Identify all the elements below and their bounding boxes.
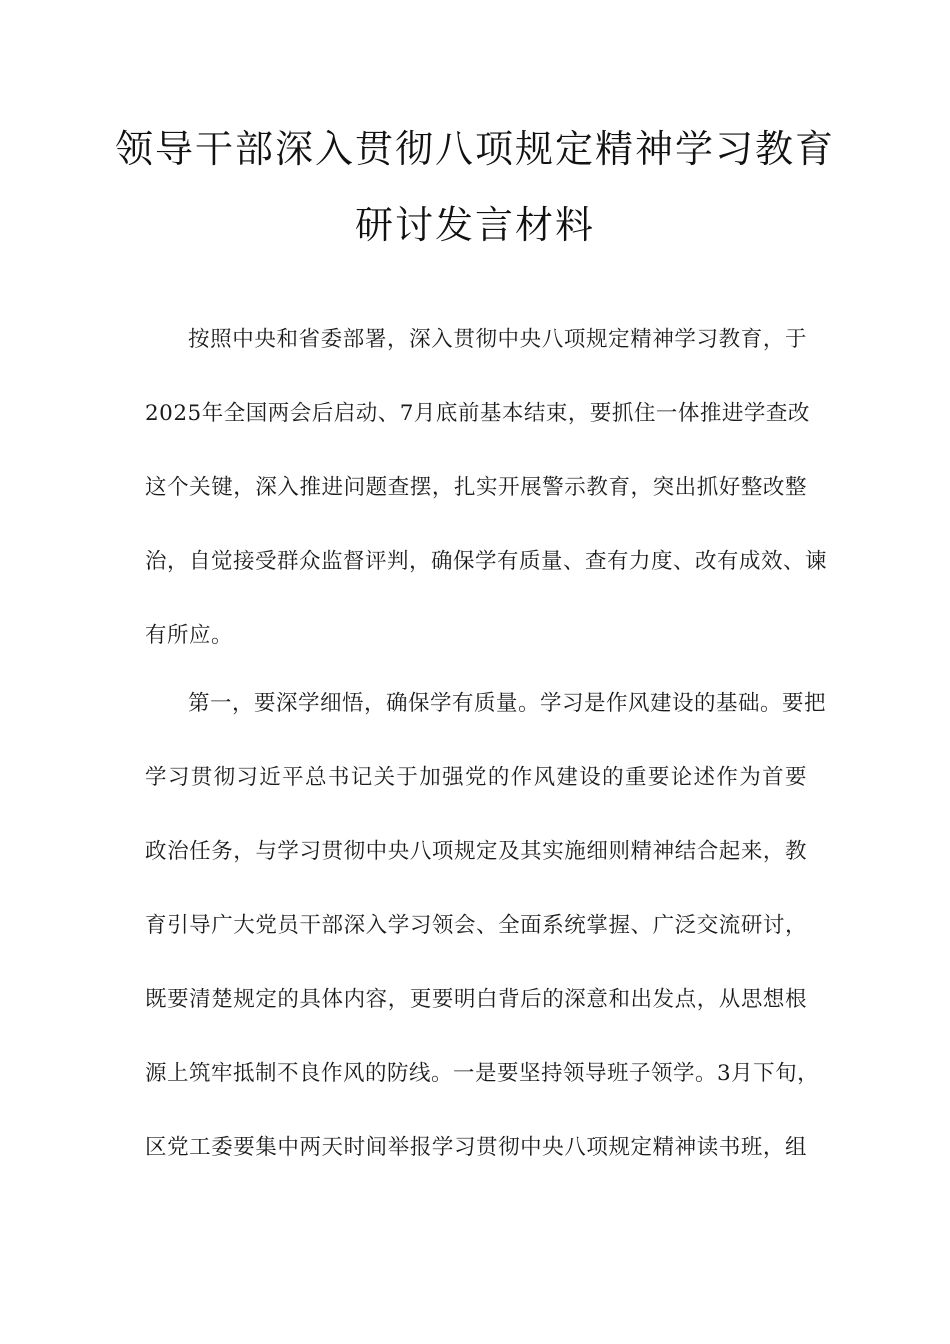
- body-line: 育引导广大党员干部深入学习领会、全面系统掌握、广泛交流研讨，: [145, 913, 807, 938]
- body-line: 既要清楚规定的具体内容，更要明白背后的深意和出发点，从思想根: [145, 987, 807, 1012]
- title-line-1: 领导干部深入贯彻八项规定精神学习教育: [114, 127, 835, 171]
- title-line-2: 研讨发言材料: [354, 203, 595, 247]
- body-line: 第一，要深学细悟，确保学有质量。学习是作风建设的基础。要把: [188, 691, 827, 716]
- body-line: 区党工委要集中两天时间举报学习贯彻中央八项规定精神读书班，组: [145, 1135, 807, 1160]
- body-line: 有所应。: [145, 623, 234, 648]
- body-line: 政治任务，与学习贯彻中央八项规定及其实施细则精神结合起来，教: [145, 839, 807, 864]
- body-line: 2025年全国两会后启动、7月底前基本结束，要抓住一体推进学查改: [145, 401, 810, 426]
- body-line: 这个关键，深入推进问题查摆，扎实开展警示教育，突出抓好整改整: [145, 475, 807, 500]
- body-line: 治，自觉接受群众监督评判，确保学有质量、查有力度、改有成效、谏: [145, 549, 828, 574]
- body-line: 按照中央和省委部署，深入贯彻中央八项规定精神学习教育，于: [188, 327, 807, 352]
- body-line: 学习贯彻习近平总书记关于加强党的作风建设的重要论述作为首要: [145, 765, 807, 790]
- body-line: 源上筑牢抵制不良作风的防线。一是要坚持领导班子领学。3月下旬，: [145, 1061, 820, 1086]
